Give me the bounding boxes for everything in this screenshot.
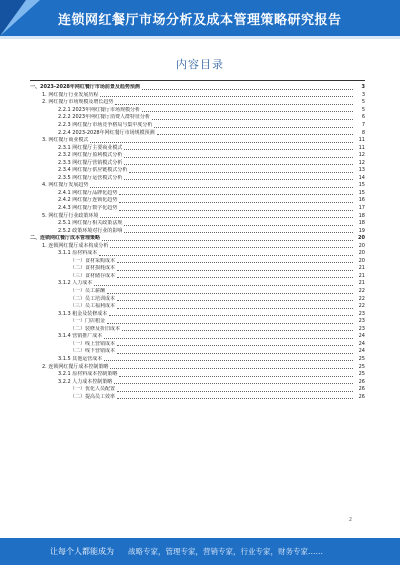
toc-entry[interactable] [30, 212, 365, 220]
toc-entry[interactable] [30, 265, 365, 273]
header-rule [0, 36, 400, 39]
toc-entry[interactable] [30, 92, 365, 100]
toc-entry-text: 1. 网红餐厅行业发展历程 [42, 91, 99, 98]
toc-entry-text: 3.2.1 原材料成本控制策略 [58, 371, 118, 378]
toc-leader-dots [119, 210, 353, 211]
toc-leader-dots [117, 391, 353, 392]
toc-entry[interactable] [30, 220, 365, 228]
toc-leader-dots [119, 202, 353, 203]
footer-slogan: 让每个人都能成为 [50, 547, 114, 556]
toc-entry-page: 11 [358, 144, 365, 151]
toc-leader-dots [114, 383, 353, 384]
toc-entry[interactable] [30, 310, 365, 318]
toc-leader-dots [124, 179, 353, 180]
toc-entry-page: 21 [358, 265, 365, 272]
toc-entry-text: （一）优化人员配置 [70, 386, 116, 393]
toc-entry-text: 1. 连锁网红餐厅成本构成分析 [42, 242, 109, 249]
toc-entry-text: （二）食材损耗成本 [70, 265, 116, 272]
toc-entry-text: （二）线下营销成本 [70, 348, 116, 355]
toc-leader-dots [119, 194, 353, 195]
toc-entry-text: 5. 网红餐厅行业政策环境 [42, 212, 99, 219]
toc-entry-text: 2.2.3 网红餐厅市场竞争格局与集中度分析 [58, 122, 153, 128]
toc-entry[interactable] [30, 242, 365, 250]
toc-entry-page: 18 [358, 212, 365, 219]
toc-entry-text: 2.3.4 网红餐厅供应链模式分析 [58, 167, 128, 174]
toc-entry-page: 20 [358, 250, 365, 257]
toc-entry-text: （一）线上营销成本 [70, 340, 116, 347]
toc-entry[interactable] [30, 318, 365, 326]
toc-entry-page: 26 [358, 386, 365, 393]
toc-entry[interactable] [30, 205, 365, 213]
toc-leader-dots [109, 315, 353, 316]
toc-leader-dots [110, 247, 353, 248]
toc-entry-text: （一）员工薪酬 [70, 288, 106, 295]
toc-entry-page: 26 [358, 393, 365, 400]
toc-entry-page: 5 [361, 99, 365, 106]
toc-leader-dots [142, 111, 353, 112]
toc-leader-dots [117, 270, 353, 271]
toc-entry-text: 3.1.3 租金及装修成本 [58, 310, 108, 317]
toc-leader-dots [124, 232, 353, 233]
toc-entry-text: 2.2.1 2023年网红餐厅市场规模分析 [58, 106, 141, 113]
toc-entry-page: 21 [358, 280, 365, 287]
report-header [0, 0, 400, 36]
toc-entry-page: 7 [361, 122, 365, 128]
toc-leader-dots [117, 300, 353, 301]
header-decoration-dark [0, 0, 26, 36]
toc-entry-text: 2.2.2 2023年网红餐厅消费人群特征分析 [58, 114, 151, 121]
toc-entry-page: 14 [358, 174, 365, 181]
toc-leader-dots [94, 285, 353, 286]
toc-leader-dots [117, 353, 353, 354]
toc-entry-text: 2.2.4 2023-2028年网红餐厅市场规模预测 [58, 129, 155, 136]
toc-entry[interactable] [30, 250, 365, 258]
toc-entry-page: 22 [358, 288, 365, 295]
toc-entry-text: （二）提高员工效率 [70, 393, 116, 400]
toc-entry[interactable] [30, 295, 365, 303]
toc-entry[interactable] [30, 99, 365, 107]
footer-roles: 战略专家，管理专家，营销专家，行业专家，财务专家…… [128, 547, 323, 556]
toc-leader-dots [122, 330, 353, 331]
toc-leader-dots [100, 96, 353, 97]
toc-entry-text: 3. 网红餐厅商业模式 [42, 137, 89, 144]
toc-entry-text: 2.3.2 网红餐厅盈利模式分析 [58, 152, 123, 159]
toc-entry-page: 12 [358, 159, 365, 166]
toc-entry-page: 11 [358, 137, 365, 144]
toc-entry-page: 15 [358, 189, 365, 196]
table-of-contents [30, 84, 365, 401]
toc-entry-page: 13 [358, 167, 365, 174]
toc-entry-page: 24 [358, 340, 365, 347]
toc-entry-page: 5 [361, 106, 365, 113]
toc-entry-text: 2.4.3 网红餐厅数字化趋势 [58, 205, 118, 212]
toc-entry-text: 2. 网红餐厅市场规模及增长趋势 [42, 99, 114, 106]
toc-entry[interactable] [30, 167, 365, 175]
toc-leader-dots [104, 360, 353, 361]
toc-entry-text: 2.5.2 政策环境对行业的影响 [58, 227, 123, 234]
toc-entry-text: 3.2.2 人力成本控制策略 [58, 378, 113, 385]
toc-leader-dots [152, 119, 353, 120]
toc-entry-page: 20 [358, 235, 365, 242]
toc-entry-text: （一）门店租金 [70, 318, 106, 325]
toc-entry-text: 2.4.2 网红餐厅连锁化趋势 [58, 197, 118, 204]
toc-entry-page: 25 [358, 371, 365, 378]
toc-leader-dots [107, 293, 353, 294]
toc-entry-text: （三）食材储存成本 [70, 272, 116, 279]
toc-entry-text: 3.1.1 原材料成本 [58, 250, 98, 257]
toc-leader-dots [157, 134, 353, 135]
toc-entry-text: （二）装修及折旧成本 [70, 325, 121, 332]
toc-entry-page: 18 [358, 220, 365, 227]
toc-leader-dots [104, 338, 353, 339]
toc-entry[interactable] [30, 107, 365, 115]
toc-entry-text: 二、连锁网红餐厅成本管理策略 [30, 235, 101, 242]
toc-entry[interactable] [30, 386, 365, 394]
toc-leader-dots [115, 104, 353, 105]
toc-leader-dots [110, 368, 353, 369]
toc-entry[interactable] [30, 197, 365, 205]
toc-leader-dots [154, 127, 353, 128]
toc-leader-dots [119, 376, 353, 377]
toc-leader-dots [117, 345, 353, 346]
toc-entry[interactable] [30, 152, 365, 160]
toc-entry-page: 25 [358, 363, 365, 370]
toc-leader-dots [117, 277, 353, 278]
toc-entry-page: 15 [358, 182, 365, 189]
toc-divider [30, 80, 365, 81]
toc-leader-dots [124, 164, 353, 165]
toc-entry[interactable] [30, 144, 365, 152]
toc-leader-dots [99, 255, 353, 256]
toc-entry-page: 25 [358, 355, 365, 362]
toc-entry-text: 2.3.3 网红餐厅营销模式分析 [58, 159, 123, 166]
toc-leader-dots [124, 157, 353, 158]
toc-entry-text: （三）员工福利成本 [70, 303, 116, 310]
toc-entry[interactable] [30, 137, 365, 145]
toc-leader-dots [100, 217, 353, 218]
toc-entry-page: 3 [361, 91, 365, 98]
toc-entry-text: 2.4.1 网红餐厅品牌化趋势 [58, 189, 118, 196]
toc-entry[interactable] [30, 175, 365, 183]
toc-entry[interactable] [30, 129, 365, 137]
toc-leader-dots [102, 240, 353, 241]
toc-entry-text: 一、2023-2028年网红餐厅市场前景及趋势预测 [30, 84, 140, 91]
toc-entry-text: 2.3.1 网红餐厅主要商业模式 [58, 144, 123, 151]
toc-entry-page: 24 [358, 333, 365, 340]
toc-leader-dots [129, 172, 353, 173]
toc-entry[interactable] [30, 326, 365, 334]
toc-entry[interactable] [30, 280, 365, 288]
toc-entry-page: 22 [358, 303, 365, 310]
toc-entry[interactable] [30, 378, 365, 386]
toc-leader-dots [142, 89, 353, 90]
toc-entry-page: 23 [358, 318, 365, 325]
toc-entry-text: 3.1.5 其他运营成本 [58, 355, 103, 362]
toc-entry-text: 3.1.2 人力成本 [58, 280, 93, 287]
toc-entry[interactable] [30, 114, 365, 122]
toc-entry[interactable] [30, 363, 365, 371]
toc-entry-page: 16 [358, 197, 365, 204]
toc-entry-page: 20 [358, 257, 365, 264]
toc-entry-page: 8 [361, 129, 365, 136]
toc-entry-text: 3.1.4 营销推广成本 [58, 333, 103, 340]
toc-entry-text: 4. 网红餐厅发展趋势 [42, 182, 89, 189]
toc-entry-text: 2. 连锁网红餐厅成本控制策略 [42, 363, 109, 370]
toc-title: 内容目录 [176, 58, 224, 71]
toc-leader-dots [117, 398, 353, 399]
toc-entry-page: 12 [358, 152, 365, 159]
toc-entry[interactable] [30, 159, 365, 167]
toc-entry[interactable] [30, 288, 365, 296]
toc-entry[interactable] [30, 235, 365, 243]
toc-entry[interactable] [30, 182, 365, 190]
page-number: 2 [348, 517, 352, 523]
toc-entry-page: 23 [358, 310, 365, 317]
toc-entry-page: 24 [358, 348, 365, 355]
toc-leader-dots [124, 149, 353, 150]
toc-entry[interactable] [30, 122, 365, 130]
toc-entry[interactable] [30, 341, 365, 349]
toc-entry-page: 22 [358, 295, 365, 302]
toc-entry[interactable] [30, 258, 365, 266]
report-footer [0, 538, 400, 565]
toc-entry[interactable] [30, 393, 365, 401]
toc-entry[interactable] [30, 303, 365, 311]
toc-entry-text: （一）食材采购成本 [70, 257, 116, 264]
toc-entry-text: 2.5.1 网红餐厅相关政策法规 [58, 220, 123, 227]
toc-entry[interactable] [30, 356, 365, 364]
toc-leader-dots [117, 308, 353, 309]
toc-entry[interactable] [30, 273, 365, 281]
toc-entry-page: 6 [361, 114, 365, 121]
toc-entry-page: 19 [358, 227, 365, 234]
toc-leader-dots [124, 225, 353, 226]
toc-leader-dots [107, 323, 353, 324]
toc-entry[interactable] [30, 348, 365, 356]
toc-leader-dots [117, 262, 353, 263]
toc-entry-text: 2.3.5 网红餐厅运营模式分析 [58, 174, 123, 181]
toc-entry[interactable] [30, 227, 365, 235]
toc-leader-dots [90, 142, 353, 143]
toc-entry[interactable] [30, 333, 365, 341]
toc-entry[interactable] [30, 84, 365, 92]
toc-entry-page: 20 [358, 242, 365, 249]
toc-entry-page: 21 [358, 272, 365, 279]
toc-entry[interactable] [30, 190, 365, 198]
toc-entry-page: 3 [361, 84, 365, 91]
toc-entry-page: 26 [358, 378, 365, 385]
report-title: 连锁网红餐厅市场分析及成本管理策略研究报告 [58, 13, 342, 28]
toc-leader-dots [90, 187, 353, 188]
toc-entry-page: 17 [358, 205, 365, 212]
toc-entry[interactable] [30, 371, 365, 379]
toc-entry-text: （二）员工培训成本 [70, 295, 116, 302]
toc-entry-page: 23 [358, 325, 365, 332]
